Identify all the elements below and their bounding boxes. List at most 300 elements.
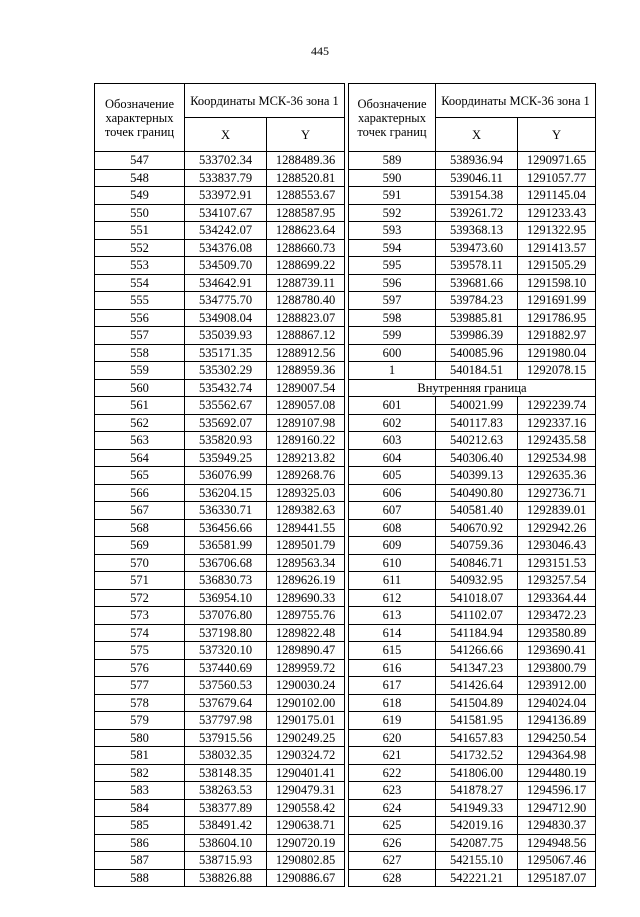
table-row: [95, 432, 345, 450]
table-row: [349, 449, 596, 467]
x-coordinate-cell: 538148.35: [185, 764, 267, 782]
x-coordinate-cell: 539154.38: [436, 187, 518, 205]
y-coordinate-cell: 1294712.90: [518, 799, 596, 817]
y-coordinate-cell: 1291980.04: [518, 344, 596, 362]
y-coordinate-cell: 1289755.76: [267, 607, 345, 625]
point-number-cell: 576: [95, 659, 185, 677]
point-number-cell: 557: [95, 327, 185, 345]
point-number-cell: 564: [95, 449, 185, 467]
point-number-cell: 597: [349, 292, 436, 310]
y-coordinate-cell: 1289890.47: [267, 642, 345, 660]
header-coordinate-system: Координаты МСК-36 зона 1: [436, 84, 596, 118]
x-coordinate-cell: 540399.13: [436, 467, 518, 485]
x-coordinate-cell: 539885.81: [436, 309, 518, 327]
point-number-cell: 591: [349, 187, 436, 205]
x-coordinate-cell: 542019.16: [436, 817, 518, 835]
y-coordinate-cell: 1289690.33: [267, 589, 345, 607]
table-row: [349, 712, 596, 730]
table-row: [95, 694, 345, 712]
x-coordinate-cell: 540759.36: [436, 537, 518, 555]
x-coordinate-cell: 539986.39: [436, 327, 518, 345]
coordinates-table-left: [94, 83, 345, 887]
table-row: [349, 764, 596, 782]
y-coordinate-cell: 1289563.34: [267, 554, 345, 572]
x-coordinate-cell: 535562.67: [185, 397, 267, 415]
x-coordinate-cell: 534908.04: [185, 309, 267, 327]
y-coordinate-cell: 1289822.48: [267, 624, 345, 642]
y-coordinate-cell: 1293690.41: [518, 642, 596, 660]
y-coordinate-cell: 1291882.97: [518, 327, 596, 345]
point-number-cell: 549: [95, 187, 185, 205]
y-coordinate-cell: 1294830.37: [518, 817, 596, 835]
table-row: [349, 659, 596, 677]
x-coordinate-cell: 540490.80: [436, 484, 518, 502]
y-coordinate-cell: 1291322.95: [518, 222, 596, 240]
table-row: [349, 729, 596, 747]
point-number-cell: 607: [349, 502, 436, 520]
y-coordinate-cell: 1292839.01: [518, 502, 596, 520]
table-row: [349, 467, 596, 485]
x-coordinate-cell: 535432.74: [185, 379, 267, 397]
x-coordinate-cell: 536830.73: [185, 572, 267, 590]
table-row: [95, 817, 345, 835]
x-coordinate-cell: 533702.34: [185, 152, 267, 170]
y-coordinate-cell: 1288553.67: [267, 187, 345, 205]
point-number-cell: 566: [95, 484, 185, 502]
y-coordinate-cell: 1292337.16: [518, 414, 596, 432]
table-row: [349, 292, 596, 310]
table-row: [349, 362, 596, 380]
table-row: [95, 414, 345, 432]
y-coordinate-cell: 1292078.15: [518, 362, 596, 380]
y-coordinate-cell: 1289959.72: [267, 659, 345, 677]
y-coordinate-cell: 1290886.67: [267, 869, 345, 887]
table-row: [349, 257, 596, 275]
x-coordinate-cell: 537560.53: [185, 677, 267, 695]
table-row: [95, 834, 345, 852]
x-coordinate-cell: 539784.23: [436, 292, 518, 310]
table-row: [349, 222, 596, 240]
x-coordinate-cell: 541806.00: [436, 764, 518, 782]
x-coordinate-cell: 540932.95: [436, 572, 518, 590]
point-number-cell: 606: [349, 484, 436, 502]
x-coordinate-cell: 538377.89: [185, 799, 267, 817]
point-number-cell: 614: [349, 624, 436, 642]
y-coordinate-cell: 1293364.44: [518, 589, 596, 607]
point-number-cell: 575: [95, 642, 185, 660]
point-number-cell: 570: [95, 554, 185, 572]
point-number-cell: 567: [95, 502, 185, 520]
point-number-cell: 625: [349, 817, 436, 835]
table-row: [95, 502, 345, 520]
table-row: [95, 659, 345, 677]
y-coordinate-cell: 1289441.55: [267, 519, 345, 537]
point-number-cell: 623: [349, 782, 436, 800]
table-row: [349, 607, 596, 625]
point-number-cell: 582: [95, 764, 185, 782]
y-coordinate-cell: 1294024.04: [518, 694, 596, 712]
y-coordinate-cell: 1289160.22: [267, 432, 345, 450]
x-coordinate-cell: 537915.56: [185, 729, 267, 747]
point-number-cell: 586: [95, 834, 185, 852]
x-coordinate-cell: 540212.63: [436, 432, 518, 450]
table-row: [95, 572, 345, 590]
table-row: [349, 502, 596, 520]
y-coordinate-cell: 1292534.98: [518, 449, 596, 467]
table-row: [95, 169, 345, 187]
y-coordinate-cell: 1292635.36: [518, 467, 596, 485]
point-number-cell: 1: [349, 362, 436, 380]
table-row: [349, 817, 596, 835]
y-coordinate-cell: 1288780.40: [267, 292, 345, 310]
x-coordinate-cell: 539473.60: [436, 239, 518, 257]
x-coordinate-cell: 536706.68: [185, 554, 267, 572]
point-number-cell: 592: [349, 204, 436, 222]
point-number-cell: 550: [95, 204, 185, 222]
y-coordinate-cell: 1290030.24: [267, 677, 345, 695]
y-coordinate-cell: 1292736.71: [518, 484, 596, 502]
x-coordinate-cell: 534242.07: [185, 222, 267, 240]
y-coordinate-cell: 1294948.56: [518, 834, 596, 852]
table-row: [95, 379, 345, 397]
table-row: [349, 187, 596, 205]
x-coordinate-cell: 535171.35: [185, 344, 267, 362]
y-coordinate-cell: 1294364.98: [518, 747, 596, 765]
table-row: [349, 624, 596, 642]
point-number-cell: 612: [349, 589, 436, 607]
x-coordinate-cell: 536456.66: [185, 519, 267, 537]
point-number-cell: 579: [95, 712, 185, 730]
table-row: [95, 677, 345, 695]
point-number-cell: 552: [95, 239, 185, 257]
x-coordinate-cell: 537076.80: [185, 607, 267, 625]
y-coordinate-cell: 1292942.26: [518, 519, 596, 537]
x-coordinate-cell: 541018.07: [436, 589, 518, 607]
y-coordinate-cell: 1294596.17: [518, 782, 596, 800]
point-number-cell: 547: [95, 152, 185, 170]
point-number-cell: 596: [349, 274, 436, 292]
table-row: [95, 642, 345, 660]
point-number-cell: 604: [349, 449, 436, 467]
table-row: [95, 554, 345, 572]
x-coordinate-cell: 540846.71: [436, 554, 518, 572]
point-number-cell: 611: [349, 572, 436, 590]
header-point-designation: Обозначение характерных точек границ: [349, 84, 436, 152]
point-number-cell: 581: [95, 747, 185, 765]
table-row: [349, 432, 596, 450]
table-row: [95, 519, 345, 537]
y-coordinate-cell: 1288912.56: [267, 344, 345, 362]
point-number-cell: 600: [349, 344, 436, 362]
y-coordinate-cell: 1293800.79: [518, 659, 596, 677]
y-coordinate-cell: 1295067.46: [518, 852, 596, 870]
table-row: [349, 239, 596, 257]
x-coordinate-cell: 537440.69: [185, 659, 267, 677]
point-number-cell: 556: [95, 309, 185, 327]
table-row: [349, 834, 596, 852]
y-coordinate-cell: 1289501.79: [267, 537, 345, 555]
x-coordinate-cell: 538263.53: [185, 782, 267, 800]
y-coordinate-cell: 1290175.01: [267, 712, 345, 730]
table-row: [95, 484, 345, 502]
table-row: [349, 344, 596, 362]
y-coordinate-cell: 1289325.03: [267, 484, 345, 502]
y-coordinate-cell: 1290401.41: [267, 764, 345, 782]
x-coordinate-cell: 541347.23: [436, 659, 518, 677]
point-number-cell: 626: [349, 834, 436, 852]
point-number-cell: 554: [95, 274, 185, 292]
y-coordinate-cell: 1290249.25: [267, 729, 345, 747]
x-coordinate-cell: 538826.88: [185, 869, 267, 887]
table-row: [95, 292, 345, 310]
point-number-cell: 590: [349, 169, 436, 187]
y-coordinate-cell: 1289213.82: [267, 449, 345, 467]
x-coordinate-cell: 542087.75: [436, 834, 518, 852]
y-coordinate-cell: 1294250.54: [518, 729, 596, 747]
point-number-cell: 588: [95, 869, 185, 887]
x-coordinate-cell: 540306.40: [436, 449, 518, 467]
section-row: [349, 379, 596, 397]
point-number-cell: 618: [349, 694, 436, 712]
table-row: [95, 869, 345, 887]
x-coordinate-cell: 537679.64: [185, 694, 267, 712]
table-row: [349, 677, 596, 695]
x-coordinate-cell: 536204.15: [185, 484, 267, 502]
point-number-cell: 585: [95, 817, 185, 835]
x-coordinate-cell: 540117.83: [436, 414, 518, 432]
y-coordinate-cell: 1295187.07: [518, 869, 596, 887]
table-row: [349, 169, 596, 187]
x-coordinate-cell: 538715.93: [185, 852, 267, 870]
y-coordinate-cell: 1293046.43: [518, 537, 596, 555]
x-coordinate-cell: 534775.70: [185, 292, 267, 310]
y-coordinate-cell: 1293151.53: [518, 554, 596, 572]
table-row: [95, 274, 345, 292]
y-coordinate-cell: 1288587.95: [267, 204, 345, 222]
point-number-cell: 559: [95, 362, 185, 380]
x-coordinate-cell: 534642.91: [185, 274, 267, 292]
table-row: [95, 467, 345, 485]
y-coordinate-cell: 1290638.71: [267, 817, 345, 835]
y-coordinate-cell: 1291598.10: [518, 274, 596, 292]
y-coordinate-cell: 1288520.81: [267, 169, 345, 187]
y-coordinate-cell: 1293580.89: [518, 624, 596, 642]
point-number-cell: 574: [95, 624, 185, 642]
table-row: [349, 694, 596, 712]
table-row: [349, 204, 596, 222]
y-coordinate-cell: 1292435.58: [518, 432, 596, 450]
header-y: Y: [267, 118, 345, 152]
x-coordinate-cell: 539578.11: [436, 257, 518, 275]
table-row: [349, 519, 596, 537]
table-row: [95, 222, 345, 240]
x-coordinate-cell: 537797.98: [185, 712, 267, 730]
y-coordinate-cell: 1293472.23: [518, 607, 596, 625]
table-row: [349, 554, 596, 572]
y-coordinate-cell: 1290102.00: [267, 694, 345, 712]
point-number-cell: 584: [95, 799, 185, 817]
point-number-cell: 605: [349, 467, 436, 485]
table-row: [95, 607, 345, 625]
table-row: [349, 852, 596, 870]
table-row: [95, 449, 345, 467]
point-number-cell: 573: [95, 607, 185, 625]
x-coordinate-cell: 535692.07: [185, 414, 267, 432]
point-number-cell: 622: [349, 764, 436, 782]
x-coordinate-cell: 541581.95: [436, 712, 518, 730]
table-row: [95, 852, 345, 870]
point-number-cell: 613: [349, 607, 436, 625]
y-coordinate-cell: 1290558.42: [267, 799, 345, 817]
y-coordinate-cell: 1288959.36: [267, 362, 345, 380]
table-row: [349, 589, 596, 607]
point-number-cell: 609: [349, 537, 436, 555]
point-number-cell: 593: [349, 222, 436, 240]
point-number-cell: 615: [349, 642, 436, 660]
point-number-cell: 617: [349, 677, 436, 695]
table-row: [349, 747, 596, 765]
y-coordinate-cell: 1290802.85: [267, 852, 345, 870]
table-row: [349, 572, 596, 590]
y-coordinate-cell: 1294480.19: [518, 764, 596, 782]
y-coordinate-cell: 1288660.73: [267, 239, 345, 257]
point-number-cell: 628: [349, 869, 436, 887]
point-number-cell: 621: [349, 747, 436, 765]
y-coordinate-cell: 1290479.31: [267, 782, 345, 800]
x-coordinate-cell: 537198.80: [185, 624, 267, 642]
x-coordinate-cell: 541426.64: [436, 677, 518, 695]
y-coordinate-cell: 1291233.43: [518, 204, 596, 222]
x-coordinate-cell: 540085.96: [436, 344, 518, 362]
x-coordinate-cell: 541184.94: [436, 624, 518, 642]
y-coordinate-cell: 1288489.36: [267, 152, 345, 170]
header-point-designation: Обозначение характерных точек границ: [95, 84, 185, 152]
point-number-cell: 569: [95, 537, 185, 555]
table-row: [95, 257, 345, 275]
point-number-cell: 563: [95, 432, 185, 450]
table-row: [349, 799, 596, 817]
point-number-cell: 565: [95, 467, 185, 485]
point-number-cell: 548: [95, 169, 185, 187]
table-row: [349, 642, 596, 660]
x-coordinate-cell: 535302.29: [185, 362, 267, 380]
table-row: [349, 869, 596, 887]
x-coordinate-cell: 536330.71: [185, 502, 267, 520]
y-coordinate-cell: 1288699.22: [267, 257, 345, 275]
x-coordinate-cell: 542155.10: [436, 852, 518, 870]
x-coordinate-cell: 538491.42: [185, 817, 267, 835]
table-row: [95, 187, 345, 205]
x-coordinate-cell: 540670.92: [436, 519, 518, 537]
point-number-cell: 595: [349, 257, 436, 275]
table-row: [349, 537, 596, 555]
table-row: [349, 152, 596, 170]
x-coordinate-cell: 539261.72: [436, 204, 518, 222]
point-number-cell: 594: [349, 239, 436, 257]
x-coordinate-cell: 533972.91: [185, 187, 267, 205]
page-number: 445: [311, 44, 329, 58]
point-number-cell: 568: [95, 519, 185, 537]
table-row: [349, 397, 596, 415]
table-row: [349, 782, 596, 800]
x-coordinate-cell: 540581.40: [436, 502, 518, 520]
x-coordinate-cell: 536076.99: [185, 467, 267, 485]
point-number-cell: 624: [349, 799, 436, 817]
table-row: [95, 309, 345, 327]
point-number-cell: 589: [349, 152, 436, 170]
point-number-cell: 599: [349, 327, 436, 345]
x-coordinate-cell: 541878.27: [436, 782, 518, 800]
table-row: [95, 152, 345, 170]
y-coordinate-cell: 1292239.74: [518, 397, 596, 415]
x-coordinate-cell: 536581.99: [185, 537, 267, 555]
table-row: [95, 712, 345, 730]
table-row: [95, 729, 345, 747]
point-number-cell: 627: [349, 852, 436, 870]
x-coordinate-cell: 536954.10: [185, 589, 267, 607]
y-coordinate-cell: 1289268.76: [267, 467, 345, 485]
point-number-cell: 619: [349, 712, 436, 730]
header-x: X: [185, 118, 267, 152]
point-number-cell: 608: [349, 519, 436, 537]
y-coordinate-cell: 1293912.00: [518, 677, 596, 695]
table-row: [95, 799, 345, 817]
x-coordinate-cell: 538032.35: [185, 747, 267, 765]
point-number-cell: 610: [349, 554, 436, 572]
y-coordinate-cell: 1290971.65: [518, 152, 596, 170]
x-coordinate-cell: 534376.08: [185, 239, 267, 257]
table-row: [95, 362, 345, 380]
x-coordinate-cell: 542221.21: [436, 869, 518, 887]
coordinates-table-right: [348, 83, 596, 887]
y-coordinate-cell: 1289107.98: [267, 414, 345, 432]
y-coordinate-cell: 1289007.54: [267, 379, 345, 397]
x-coordinate-cell: 535039.93: [185, 327, 267, 345]
table-row: [95, 397, 345, 415]
point-number-cell: 616: [349, 659, 436, 677]
y-coordinate-cell: 1289626.19: [267, 572, 345, 590]
point-number-cell: 602: [349, 414, 436, 432]
point-number-cell: 561: [95, 397, 185, 415]
x-coordinate-cell: 539368.13: [436, 222, 518, 240]
x-coordinate-cell: 541732.52: [436, 747, 518, 765]
table-row: [95, 537, 345, 555]
point-number-cell: 587: [95, 852, 185, 870]
table-row: [95, 204, 345, 222]
x-coordinate-cell: 534107.67: [185, 204, 267, 222]
x-coordinate-cell: 535949.25: [185, 449, 267, 467]
y-coordinate-cell: 1288739.11: [267, 274, 345, 292]
x-coordinate-cell: 537320.10: [185, 642, 267, 660]
point-number-cell: 572: [95, 589, 185, 607]
x-coordinate-cell: 541266.66: [436, 642, 518, 660]
y-coordinate-cell: 1291691.99: [518, 292, 596, 310]
table-row: [349, 414, 596, 432]
x-coordinate-cell: 539681.66: [436, 274, 518, 292]
table-row: [95, 239, 345, 257]
table-row: [349, 309, 596, 327]
header-y: Y: [518, 118, 596, 152]
table-row: [349, 274, 596, 292]
x-coordinate-cell: 533837.79: [185, 169, 267, 187]
point-number-cell: 578: [95, 694, 185, 712]
table-row: [349, 484, 596, 502]
x-coordinate-cell: 540184.51: [436, 362, 518, 380]
y-coordinate-cell: 1291145.04: [518, 187, 596, 205]
y-coordinate-cell: 1291786.95: [518, 309, 596, 327]
y-coordinate-cell: 1291057.77: [518, 169, 596, 187]
x-coordinate-cell: 534509.70: [185, 257, 267, 275]
